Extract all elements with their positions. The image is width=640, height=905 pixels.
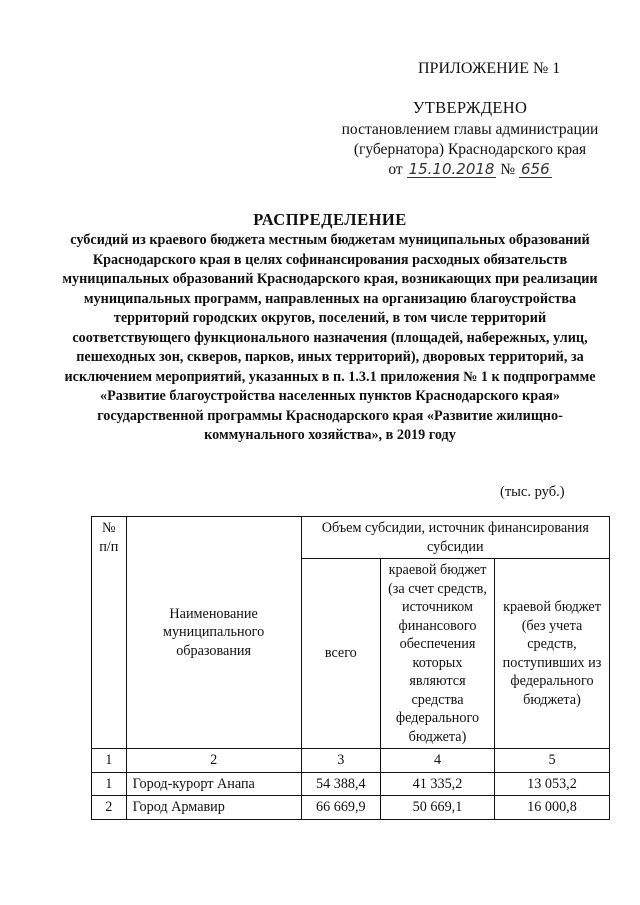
table-row xyxy=(92,772,610,796)
row-num: 1 xyxy=(92,772,127,796)
table-header-row-1 xyxy=(92,517,610,559)
number-prefix: № xyxy=(500,161,516,178)
appendix-label: ПРИЛОЖЕНИЕ № 1 xyxy=(418,60,561,77)
row-num: 2 xyxy=(92,796,127,820)
decree-line-1: постановлением главы администрации xyxy=(341,121,599,138)
row-regional-own: 13 053,2 xyxy=(494,772,609,796)
row-regional-own: 16 000,8 xyxy=(494,796,609,820)
handwritten-date: 15.10.2018 xyxy=(408,160,495,178)
heading-body: субсидий из краевого бюджета местным бюджетам муниципальных образований Краснодарского края в целях софинансирования расходных обязательств муниципальных образований Краснодарского края, возникающих при реализации муниципальных программ, направленных на организацию благоустройства территорий городских округов, поселений, в том числе территорий соответствующего функционального назначения (площадей, набережных, улиц, пешеходных зон, скверов, парков, иных территорий), дворовых территорий, за исключением мероприятий, указанных в п. 1.3.1 приложения № 1 к подпрограмме «Развитие благоустройства населенных пунктов Краснодарского края» государственной программы Краснодарского края «Развитие жилищно-коммунального хозяйства», в 2019 году xyxy=(62,232,598,443)
index-cell: 4 xyxy=(381,749,495,773)
document-heading xyxy=(60,210,600,446)
header-name: Наименование муниципального образования xyxy=(126,517,301,749)
index-cell: 5 xyxy=(494,749,609,773)
units-label: (тыс. руб.) xyxy=(500,484,565,500)
date-prefix: от xyxy=(388,161,403,178)
index-row xyxy=(92,749,610,773)
index-cell: 2 xyxy=(126,749,301,773)
header-group: Объем субсидии, источник финансирования субсидии xyxy=(301,517,609,559)
approval-block xyxy=(330,98,610,180)
approved-label: УТВЕРЖДЕНО xyxy=(412,98,528,117)
row-regional-fed: 50 669,1 xyxy=(381,796,495,820)
row-name: Город Армавир xyxy=(126,796,301,820)
table-row xyxy=(92,796,610,820)
heading-title: РАСПРЕДЕЛЕНИЕ xyxy=(253,210,407,229)
row-regional-fed: 41 335,2 xyxy=(381,772,495,796)
handwritten-number: 656 xyxy=(521,160,550,178)
header-regional-own: краевой бюджет (без учета средств, поступивших из федерального бюджета) xyxy=(494,559,609,749)
decree-date-line xyxy=(330,160,610,180)
row-name: Город-курорт Анапа xyxy=(126,772,301,796)
distribution-table xyxy=(91,516,610,820)
header-regional-fed: краевой бюджет (за счет средств, источником финансового обеспечения которых являются средства федерального бюджета) xyxy=(381,559,495,749)
decree-line-2: (губернатора) Краснодарского края xyxy=(353,141,587,158)
row-total: 54 388,4 xyxy=(301,772,380,796)
row-total: 66 669,9 xyxy=(301,796,380,820)
header-num: № п/п xyxy=(92,517,127,749)
index-cell: 3 xyxy=(301,749,380,773)
index-cell: 1 xyxy=(92,749,127,773)
header-total: всего xyxy=(301,559,380,749)
